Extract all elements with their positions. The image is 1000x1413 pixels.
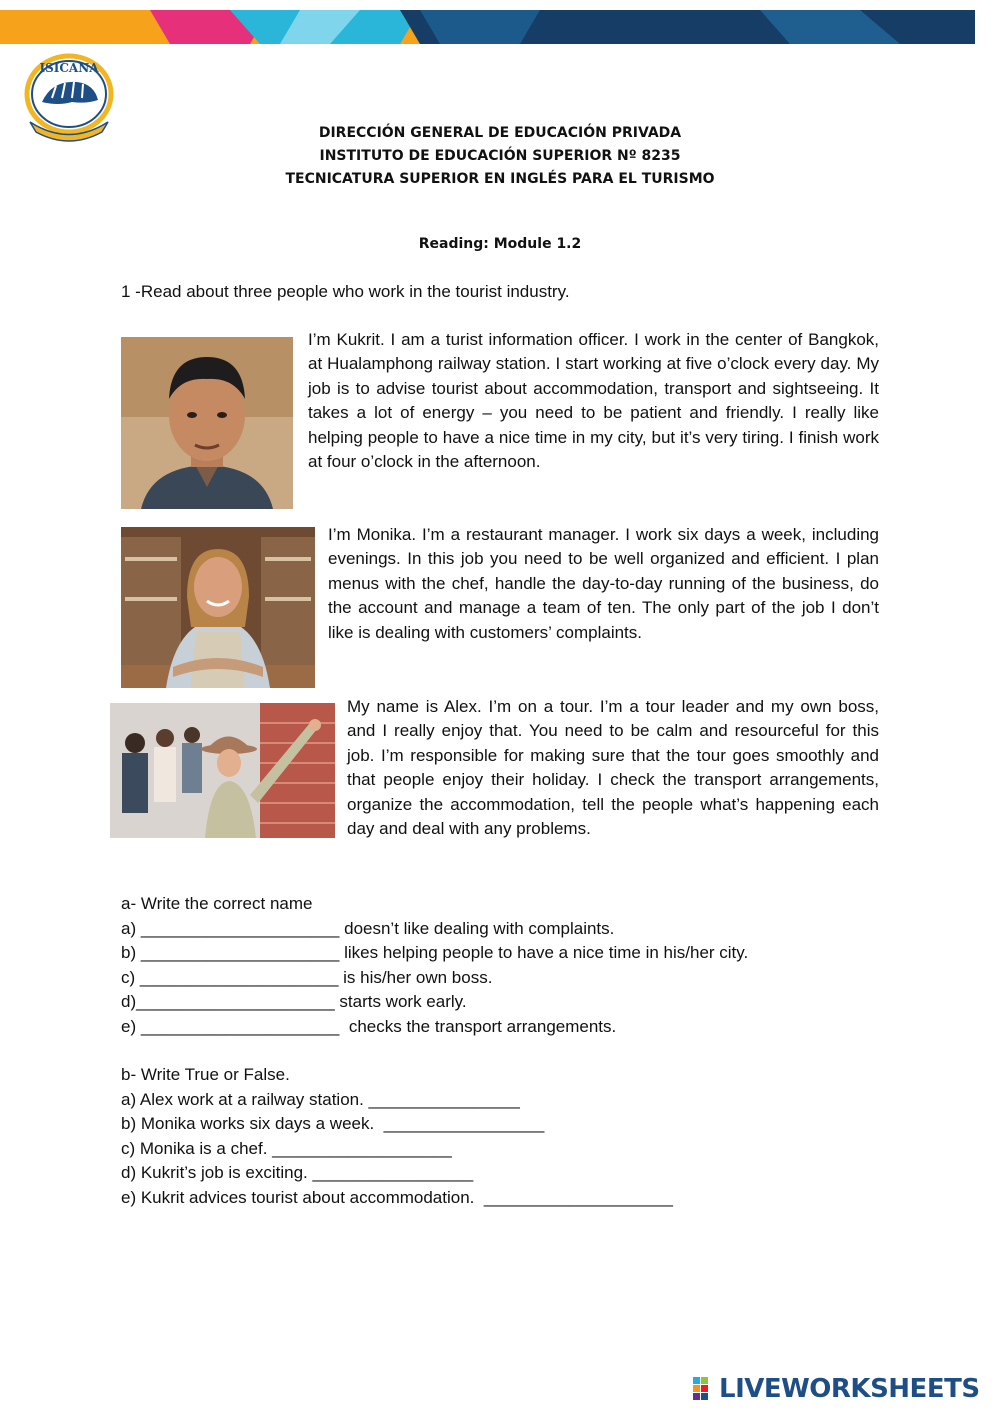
woman-restaurant-photo — [121, 527, 315, 688]
exercise-b — [121, 1063, 673, 1210]
institution-header — [0, 122, 1000, 191]
exercise-b-item[interactable]: e) Kukrit advices tourist about accommodation. ____________________ — [121, 1187, 673, 1207]
liveworksheets-brand — [693, 1373, 993, 1405]
tour-group-photo — [110, 703, 335, 838]
monika-paragraph: I’m Monika. I’m a restaurant manager. I work six days a week, including evenings. In this job you need to be well organized and efficient. I plan menus with the chef, handle the day-to-day running of the business, do the account and manage a team of ten. The only part of the job I don’t like is dealing with customers’ complaints. — [328, 525, 879, 642]
exercise-a-title: a- Write the correct name — [121, 894, 313, 913]
exercise-a — [121, 892, 748, 1039]
liveworksheets-text: LIVEWORKSHEETS — [719, 1374, 980, 1404]
header-line-2: INSTITUTO DE EDUCACIÓN SUPERIOR Nº 8235 — [319, 148, 681, 164]
exercise-b-item[interactable]: a) Alex work at a railway station. ________________ — [121, 1089, 520, 1109]
exercise-a-item[interactable]: e) _____________________ checks the transport arrangements. — [121, 1016, 617, 1036]
exercise-b-item[interactable]: c) Monika is a chef. ___________________ — [121, 1138, 452, 1158]
exercise-a-item[interactable]: c) _____________________ is his/her own boss. — [121, 967, 493, 987]
alex-paragraph: My name is Alex. I’m on a tour. I’m a tour leader and my own boss, and I really enjoy that. You need to be calm and resourceful for this job. I’m responsible for making sure that the tour goes smoothly and that people enjoy their holiday. I check the transport arrangements, organize the accommodation, tell the people what’s happening each day and deal with any problems. — [347, 697, 879, 839]
reading-instructions: 1 -Read about three people who work in the tourist industry. — [121, 282, 570, 301]
exercise-b-item[interactable]: b) Monika works six days a week. _________________ — [121, 1114, 545, 1133]
header-line-3: TECNICATURA SUPERIOR EN INGLÉS PARA EL TURISMO — [285, 171, 715, 187]
man-portrait-photo — [121, 337, 293, 509]
header-line-1: DIRECCIÓN GENERAL DE EDUCACIÓN PRIVADA — [318, 125, 682, 141]
liveworksheets-logo-icon — [693, 1377, 717, 1401]
kukrit-paragraph: I’m Kukrit. I am a turist information officer. I work in the center of Bangkok, at Hualamphong railway station. I start working at five o’clock every day. My job is to advise tourist about accommodation, transport and sightseeing. It takes a lot of energy – you need to be patient and friendly. I really like helping people to have a nice time in my city, but it’s very tiring. I finish work at four o’clock in the afternoon. — [308, 330, 879, 472]
exercise-a-item[interactable]: a) _____________________ doesn’t like dealing with complaints. — [121, 918, 615, 938]
exercise-a-item[interactable]: d)_____________________ starts work early. — [121, 992, 467, 1011]
exercise-b-title: b- Write True or False. — [121, 1065, 290, 1084]
logo-text: ISICANA — [39, 61, 99, 75]
module-title: Reading: Module 1.2 — [418, 236, 582, 252]
exercise-b-item[interactable]: d) Kukrit’s job is exciting. _________________ — [121, 1163, 474, 1182]
header-banner — [0, 10, 975, 44]
exercise-a-item[interactable]: b) _____________________ likes helping people to have a nice time in his/her city. — [121, 943, 749, 962]
